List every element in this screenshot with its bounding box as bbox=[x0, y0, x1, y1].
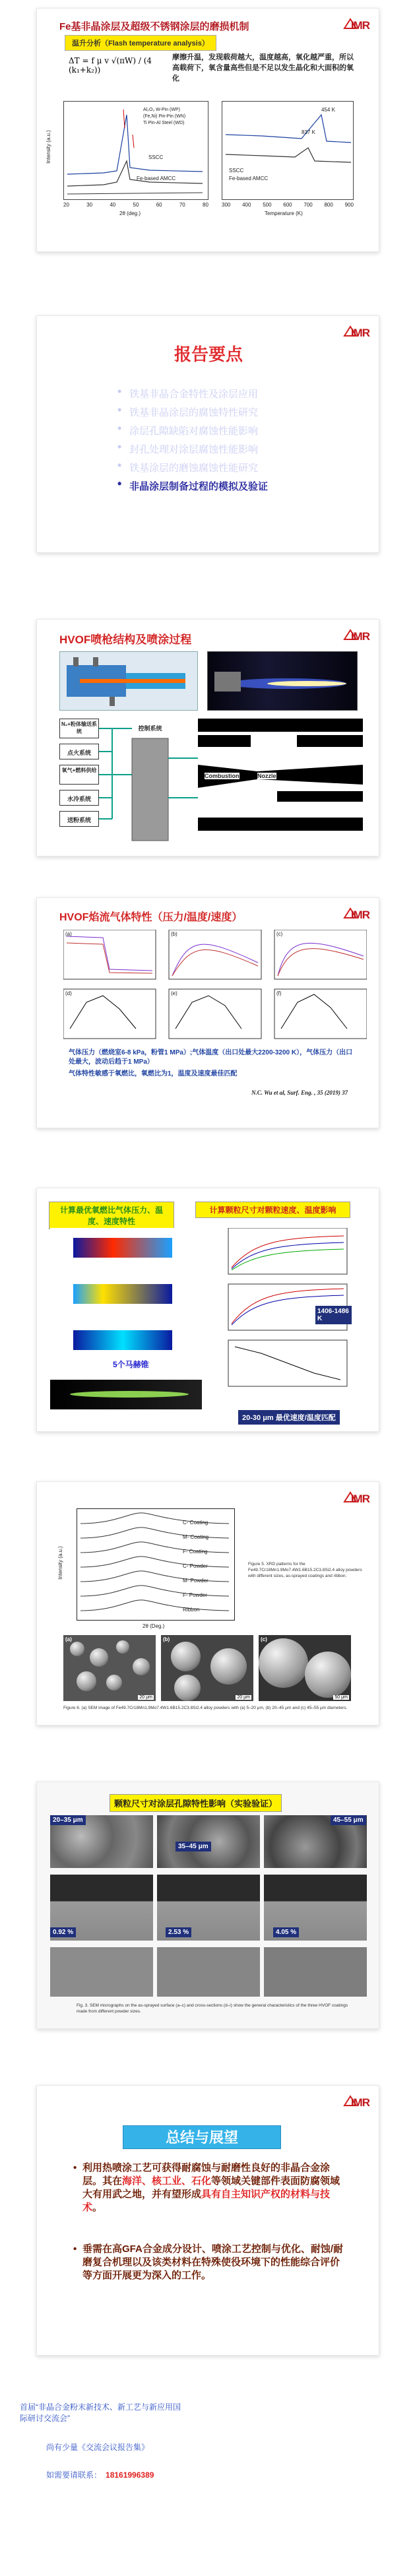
xtick: 20 bbox=[63, 202, 69, 208]
footer-contact bbox=[46, 2469, 154, 2480]
panel-label: (f) bbox=[276, 990, 282, 996]
footer-event: 首届“非晶合金粉末新技术、新工艺与新应用国际研讨交流会” bbox=[20, 2402, 181, 2423]
xtick: 40 bbox=[110, 202, 116, 208]
bullet-dot: • bbox=[73, 2162, 77, 2174]
slide-title: HVOF喷枪结构及喷涂过程 bbox=[59, 633, 192, 646]
flow-box-ignition: 点火系统 bbox=[59, 744, 99, 759]
cfd-contours bbox=[50, 1228, 202, 1380]
powder-sphere bbox=[133, 1658, 150, 1675]
slide-porosity-validation bbox=[36, 1782, 379, 2029]
slide-hvof-structure bbox=[36, 619, 379, 856]
powder-sphere bbox=[305, 1652, 351, 1698]
slide-flame-gas-characteristics bbox=[36, 897, 379, 1128]
detail-panel bbox=[157, 1947, 260, 1997]
xrd-ylabel: Intensity (a.u.) bbox=[45, 130, 51, 164]
label-nozzle: Nozzle bbox=[257, 773, 276, 779]
plot-d bbox=[63, 989, 156, 1039]
shock-diamonds bbox=[50, 1380, 202, 1409]
p1-highlight-fields: 海洋、核工业、石化 bbox=[122, 2175, 212, 2187]
powder-sphere bbox=[116, 1640, 129, 1654]
powder-sphere bbox=[259, 1638, 308, 1688]
panel-label: (d) bbox=[65, 990, 72, 996]
flow-lines bbox=[59, 719, 363, 847]
scale-bar: 20 μm bbox=[139, 1695, 152, 1700]
series-label: F- Coating bbox=[183, 1549, 208, 1555]
mach-label: 5个马赫锥 bbox=[113, 1360, 149, 1369]
size-label: 20–35 μm bbox=[50, 1815, 86, 1825]
series-label: F- Powder bbox=[183, 1592, 207, 1598]
flow-box-control: 控制系统 bbox=[138, 725, 162, 732]
plot-b bbox=[169, 930, 261, 979]
flame-glow bbox=[208, 652, 357, 710]
p2-text: 垂需在高GFA合金成分设计、喷涂工艺控制与优化、耐蚀/耐磨复合机理以及该类材料在特殊使役环境下的性能综合评价等方面开展更为深入的工作。 bbox=[82, 2243, 344, 2281]
xtick: 800 bbox=[324, 202, 333, 208]
flow-box-oxygen-fuel: 氧气+燃料供给 bbox=[59, 765, 99, 785]
series-label: M- Powder bbox=[183, 1578, 208, 1584]
powder-sphere bbox=[174, 1675, 201, 1701]
outline-item: • 涂层孔隙缺陷对腐蚀性能影响 bbox=[116, 424, 367, 437]
label-combustion: Combustion bbox=[205, 773, 239, 779]
series-label: Ribbon bbox=[183, 1607, 200, 1613]
flow-box-n2-powder: N₂+粉体输送系统 bbox=[59, 719, 99, 738]
powder-sphere bbox=[90, 1648, 108, 1667]
opt-label: 20-30 μm 最优速度/温度匹配 bbox=[238, 1410, 340, 1425]
hvof-gun-drawing bbox=[59, 651, 198, 711]
outline-item: • 铁基非晶合金特性及涂层应用 bbox=[116, 387, 367, 401]
xtick: 70 bbox=[179, 202, 185, 208]
xtick: 300 bbox=[222, 202, 231, 208]
gas-bullet: 气体特性敏感于氧燃比，氧燃比为1，温度及速度最佳匹配 bbox=[69, 1070, 238, 1078]
flow-box-water-cooling: 水冷系统 bbox=[59, 790, 99, 806]
panel-label: (e) bbox=[171, 990, 177, 996]
detail-panel bbox=[264, 1947, 367, 1997]
dsc-label-amcc: Fe-based AMCC bbox=[229, 176, 269, 181]
panel-label: (b) bbox=[171, 931, 177, 937]
gun-schematic bbox=[60, 652, 197, 710]
sem-panel-c bbox=[259, 1635, 351, 1701]
contact-phone[interactable]: 18161996389 bbox=[106, 2470, 154, 2480]
slide-title: 报告要点 bbox=[174, 344, 243, 364]
flash-temp-formula: ΔT = f μ v √(πW) / (4 (k₁+k₂)) bbox=[69, 56, 168, 75]
outline-item: • 封孔处理对涂层腐蚀性能影响 bbox=[116, 442, 367, 456]
imr-logo: IMR bbox=[340, 2095, 369, 2112]
slide-title: 颗粒尺寸对涂层孔隙特性影响（实验验证） bbox=[110, 1794, 282, 1812]
porosity-label: 4.05 % bbox=[273, 1927, 299, 1937]
xtick: 80 bbox=[203, 202, 208, 208]
sem-caption: Figure 6. (a) SEM image of Fe49.7Cr18Mn1.9Mo7.4W1.6B15.2C3.8Si2.4 alloy powders with (a) 5–20 μm, (b) 20–45 μm and (c) 45–55 μm diameters. bbox=[63, 1706, 348, 1710]
shock-photo bbox=[50, 1380, 202, 1409]
temp-label: 1406-1486 K bbox=[315, 1306, 352, 1324]
xtick: 60 bbox=[156, 202, 162, 208]
sem-caption: Fig. 3. SEM micrographs on the as-sprayed surface (a–c) and cross-sections (d–i) show the general characteristics of the three HVOF coatings made from different powder sizes. bbox=[77, 2003, 348, 2014]
imr-logo: IMR bbox=[340, 1491, 369, 1508]
xrd-legend-item: (Fe,Ni) Pin-Pin (WN) bbox=[143, 114, 186, 119]
outline-list bbox=[116, 382, 367, 498]
powder-sphere bbox=[70, 1642, 84, 1656]
powder-xrd-xlabel: 2θ (Deg.) bbox=[143, 1623, 165, 1629]
porosity-label: 0.92 % bbox=[50, 1927, 76, 1937]
outline-item: • 铁基非晶涂层的腐蚀特性研究 bbox=[116, 405, 367, 419]
outline-item-active: • 非晶涂层制备过程的模拟及验证 bbox=[116, 479, 367, 493]
plot-f bbox=[274, 989, 367, 1039]
dsc-xlabel: Temperature (K) bbox=[265, 210, 303, 216]
xtick: 30 bbox=[86, 202, 93, 208]
flash-temp-note: 摩擦升温，发现载荷越大，温度越高，氧化越严重，所以高载荷下，氧含量高些但是不足以发生晶化和大面积的氧化 bbox=[172, 53, 354, 82]
xtick: 500 bbox=[263, 202, 272, 208]
dsc-label-sscc: SSCC bbox=[229, 168, 244, 174]
xrd-fig-caption: Figure 5. XRD patterns for the Fe49.7Cr18Mn1.9Mo7.4W1.6B15.2C3.8Si2.4 alloy powders with different sizes, as-sprayed coatings and ribbon. bbox=[248, 1562, 362, 1578]
plot-e bbox=[169, 989, 261, 1039]
flash-temp-tag: 温升分析（Flash temperature analysis） bbox=[65, 35, 216, 51]
dsc-peak-label: 837 K bbox=[302, 129, 315, 135]
reference: N.C. Wu et al, Surf. Eng. , 35 (2019) 37 bbox=[251, 1089, 348, 1096]
powder-xrd-plot bbox=[77, 1508, 235, 1621]
panel-label: (b) bbox=[163, 1636, 170, 1642]
xtick: 600 bbox=[283, 202, 292, 208]
imr-logo: IMR bbox=[340, 18, 369, 35]
xtick: 50 bbox=[133, 202, 139, 208]
flow-chart bbox=[59, 719, 363, 847]
plot-a bbox=[63, 930, 156, 979]
xrd-legend bbox=[143, 107, 185, 127]
xrd-series-labels bbox=[183, 1516, 208, 1617]
porosity-label: 2.53 % bbox=[166, 1927, 191, 1937]
series-label: M- Coating bbox=[183, 1534, 209, 1540]
conclusion-p2 bbox=[73, 2243, 344, 2282]
cross-section-row bbox=[50, 1875, 367, 1941]
sem-panel-a bbox=[63, 1635, 156, 1701]
powder-sphere bbox=[210, 1648, 247, 1685]
xtick: 900 bbox=[344, 202, 354, 208]
dsc-plot bbox=[222, 101, 354, 200]
xrd-xlabel: 2θ (deg.) bbox=[119, 210, 141, 216]
flame-photo bbox=[207, 651, 358, 711]
sem-panel-b bbox=[161, 1635, 253, 1701]
dsc-peak-label: 454 K bbox=[321, 107, 335, 113]
powder-xrd-ylabel: Intensity (a.u.) bbox=[57, 1546, 63, 1580]
contact-label: 如需要请联系： bbox=[46, 2470, 102, 2480]
powder-sphere bbox=[171, 1642, 201, 1671]
panel-label: (c) bbox=[261, 1636, 267, 1642]
dsc-curves bbox=[222, 102, 353, 199]
p1-text: 等领域关键部件表面防腐领域大有用武之地，并有望形成 bbox=[82, 2175, 340, 2200]
slide-title: 总结与展望 bbox=[123, 2125, 281, 2149]
panel-label: (c) bbox=[276, 931, 283, 937]
xrd-label-amcc: Fe-based AMCC bbox=[137, 176, 176, 181]
series-label: C- Powder bbox=[183, 1563, 208, 1569]
xrd-legend-item: Ti Pin-Al Steel (WD) bbox=[143, 121, 185, 125]
size-label: 45–55 μm bbox=[331, 1815, 366, 1825]
gas-plots-grid bbox=[63, 930, 367, 1042]
xrd-legend-item: Al₂O₃ W-Pin (WP) bbox=[143, 108, 180, 112]
detail-panel bbox=[50, 1947, 153, 1997]
panel-label: (a) bbox=[65, 1636, 72, 1642]
p1-text: 利用热喷涂工艺可获得耐腐蚀与耐磨性良好的非晶合金涂层。其在 bbox=[82, 2162, 331, 2187]
gas-bullet: 气体压力（燃烧室6-8 kPa，粉管1 MPa）;气体温度（出口处最大2200-3200 K），气体压力（出口处最大，波动后趋于1 MPa） bbox=[69, 1049, 353, 1066]
xrd-xticks bbox=[63, 202, 208, 208]
powder-xrd-curves bbox=[77, 1509, 234, 1620]
xrd-label-sscc: SSCC bbox=[148, 154, 164, 160]
calc-title-left: 计算最优氧燃比气体压力、温度、速度特性 bbox=[49, 1202, 174, 1229]
plot-c bbox=[274, 930, 367, 979]
slide-powder-characterization bbox=[36, 1481, 379, 1725]
xrd-plot bbox=[63, 101, 208, 200]
bullet-box bbox=[62, 1048, 359, 1079]
dsc-xticks bbox=[222, 202, 354, 208]
slide-title: HVOF焰流气体特性（压力/温度/速度） bbox=[59, 912, 243, 923]
panel-label: (a) bbox=[65, 931, 72, 937]
xtick: 400 bbox=[242, 202, 251, 208]
slide-wear-mechanism bbox=[36, 8, 379, 252]
bullet-dot: • bbox=[73, 2243, 77, 2255]
slide-conclusion bbox=[36, 2085, 379, 2356]
series-label: C- Coating bbox=[183, 1520, 208, 1526]
powder-sphere bbox=[77, 1671, 96, 1691]
p1-text: 。 bbox=[92, 2202, 103, 2213]
scale-bar: 20 μm bbox=[237, 1695, 250, 1700]
powder-sphere bbox=[106, 1675, 122, 1690]
xrd-curves bbox=[64, 102, 208, 199]
calc-title-right: 计算颗粒尺寸对颗粒速度、温度影响 bbox=[195, 1202, 350, 1218]
scale-bar: 50 μm bbox=[335, 1695, 348, 1700]
slide-title: Fe基非晶涂层及超级不锈钢涂层的磨损机制 bbox=[59, 21, 249, 32]
slide-calc-results bbox=[36, 1188, 379, 1432]
flow-box-powder-feed: 送粉系统 bbox=[59, 811, 99, 827]
conclusion-p1 bbox=[73, 2162, 344, 2214]
footer-report-note: 尚有少量《交流会议报告集》 bbox=[46, 2443, 150, 2452]
outline-item: • 铁基涂层的磨蚀腐蚀性能研究 bbox=[116, 461, 367, 474]
imr-logo: IMR bbox=[340, 907, 369, 924]
imr-logo: IMR bbox=[340, 629, 369, 646]
imr-logo: IMR bbox=[340, 325, 369, 342]
slide-report-outline bbox=[36, 315, 379, 553]
size-label: 35–45 μm bbox=[176, 1842, 211, 1852]
p1-highlight-ip: 具有自主知识产权的材料与技术 bbox=[82, 2189, 331, 2213]
xtick: 700 bbox=[303, 202, 313, 208]
detail-row bbox=[50, 1947, 367, 1997]
